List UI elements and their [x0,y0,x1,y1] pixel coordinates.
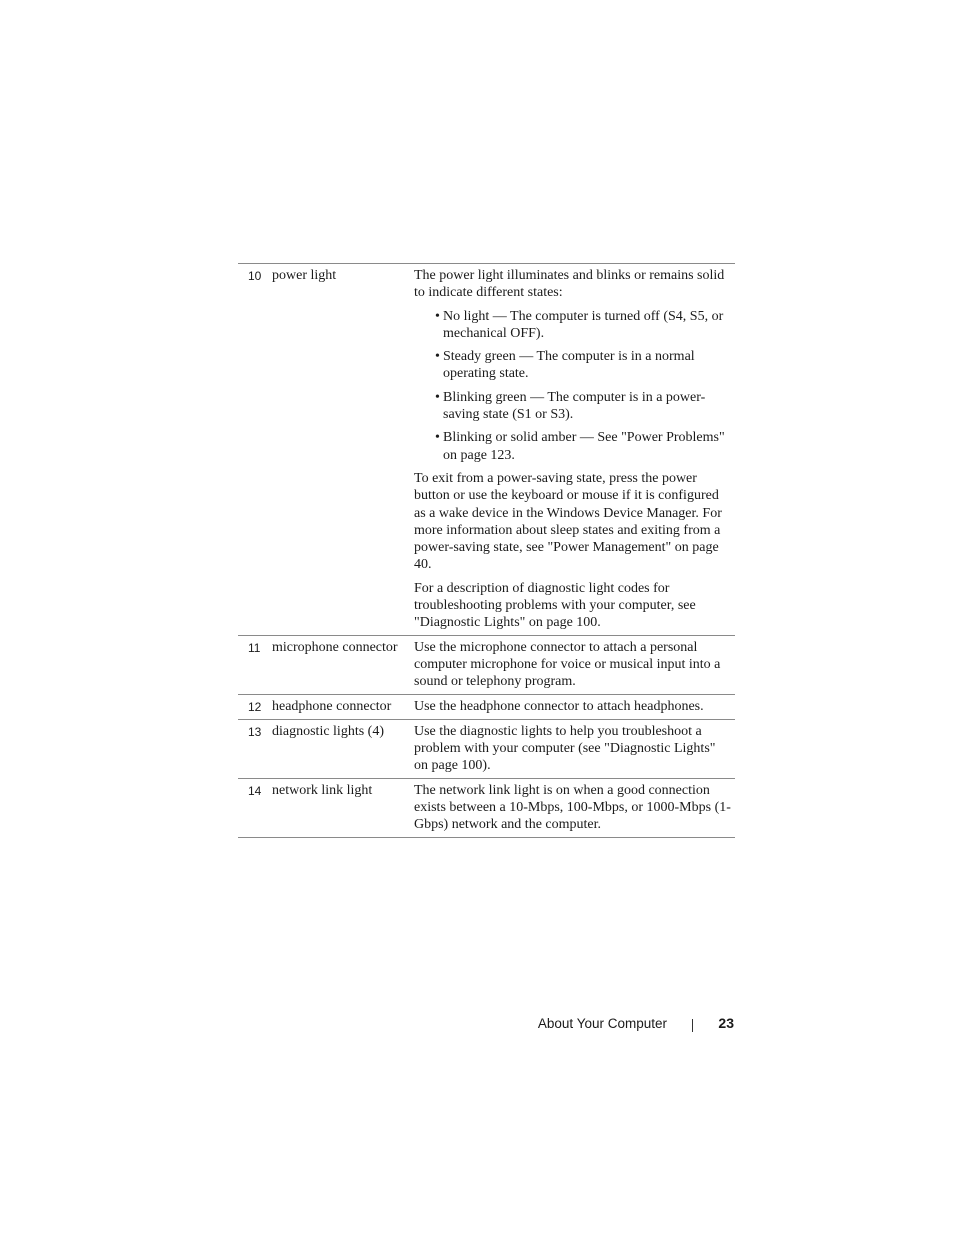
item-name: microphone connector [272,639,398,655]
bullet-icon: • [435,308,440,324]
item-name: headphone connector [272,698,392,714]
state-list [414,308,731,464]
description-paragraph: To exit from a power-saving state, press the power button or use the keyboard or mouse if it is configured as a wake device in the Windows Device Manager. For more information about sleep states and exiting from a power-saving state, see "Power Management" on page 40. [414,470,722,573]
list-item [414,348,731,383]
item-name: power light [272,268,337,283]
item-number: 12 [248,699,262,714]
item-number: 14 [248,783,262,798]
item-description: The network link light is on when a good connection exists between a 10-Mbps, 100-Mbps, or 1000-Mbps (1-Gbps) network and the computer. [414,782,731,833]
list-item-text: Blinking green — The computer is in a power-saving state (S1 or S3). [443,389,706,423]
page-footer [0,1014,954,1034]
table-row [238,695,735,720]
item-description: Use the microphone connector to attach a personal computer microphone for voice or musical input into a sound or telephony program. [414,639,721,690]
bullet-icon: • [435,430,440,446]
feature-table [238,263,735,838]
table-row [238,779,735,838]
item-description: Use the headphone connector to attach headphones. [414,698,704,714]
list-item [414,429,731,464]
bullet-icon: • [435,389,440,405]
item-name: network link light [272,782,373,798]
table-row [238,264,735,636]
table-row [238,720,735,779]
item-description [414,267,735,632]
list-item [414,389,731,424]
item-number: 11 [248,640,261,655]
list-item-text: Blinking or solid amber — See "Power Problems" on page 123. [443,430,725,463]
table-row [238,636,735,695]
item-description: Use the diagnostic lights to help you troubleshoot a problem with your computer (see "Diagnostic Lights" on page 100). [414,723,716,774]
list-item [414,308,731,343]
item-name: diagnostic lights (4) [272,723,384,739]
section-title: About Your Computer [537,1016,667,1031]
list-item-text: Steady green — The computer is in a normal operating state. [443,349,695,382]
description-intro: The power light illuminates and blinks or remains solid to indicate different states: [414,268,725,301]
item-number: 10 [248,269,262,283]
bullet-icon: • [435,349,440,365]
item-number: 13 [248,724,262,739]
page-number: 23 [718,1015,734,1031]
list-item-text: No light — The computer is turned off (S4, S5, or mechanical OFF). [443,308,724,341]
description-paragraph: For a description of diagnostic light codes for troubleshooting problems with your computer, see "Diagnostic Lights" on page 100. [414,580,696,631]
footer-separator [692,1019,693,1032]
